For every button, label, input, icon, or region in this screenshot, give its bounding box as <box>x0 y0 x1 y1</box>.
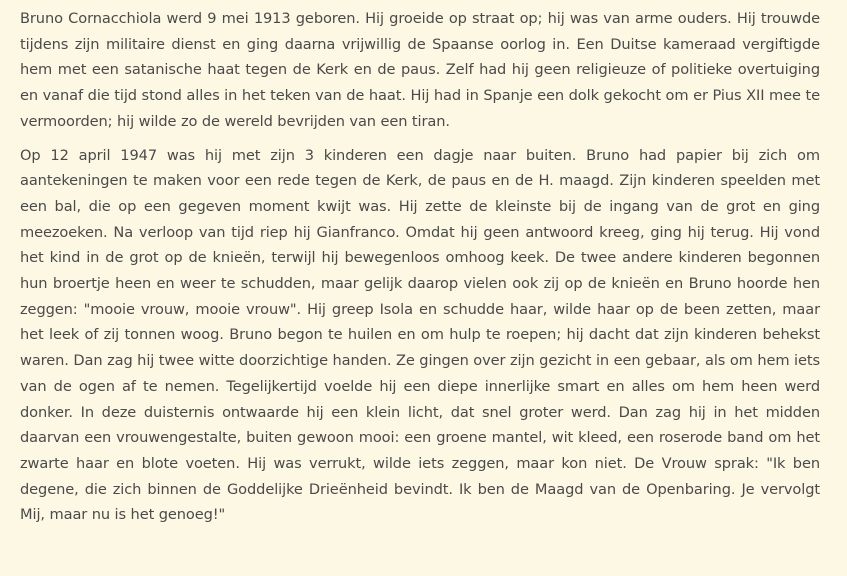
paragraph-biography: Bruno Cornacchiola werd 9 mei 1913 geboren. Hij groeide op straat op; hij was van arme ouders. Hij trouwde tijdens zijn militaire dienst en ging daarna vrijwillig de Spaanse oorlog in. Een Duitse kameraad vergiftigde hem met een satanische haat tegen de Kerk en de paus. Zelf had hij geen religieuze of politieke overtuiging en vanaf die tijd stond alles in het teken van de haat. Hij had in Spanje een dolk gekocht om er Pius XII mee te vermoorden; hij wilde zo de wereld bevrijden van een tiran. <box>20 10 820 130</box>
paragraph-apparition: Op 12 april 1947 was hij met zijn 3 kinderen een dagje naar buiten. Bruno had papier bij zich om aantekeningen te maken voor een rede tegen de Kerk, de paus en de H. maagd. Zijn kinderen speelden met een bal, die op een gegeven moment kwijt was. Hij zette de kleinste bij de ingang van de grot en ging meezoeken. Na verloop van tijd riep hij Gianfranco. Omdat hij geen antwoord kreeg, ging hij terug. Hij vond het kind in de grot op de knieën, terwijl hij bewegenloos omhoog keek. De twee andere kinderen begonnen hun broertje heen en weer te schudden, maar gelijk daarop vielen ook zij op de knieën en Bruno hoorde hen zeggen: "mooie vrouw, mooie vrouw". Hij greep Isola en schudde haar, wilde haar op de been zetten, maar het leek of zij tonnen woog. Bruno begon te huilen en om hulp te roepen; hij dacht dat zijn kinderen behekst waren. Dan zag hij twee witte doorzichtige handen. Ze gingen over zijn gezicht in een gebaar, als om hem iets van de ogen af te nemen. Tegelijkertijd voelde hij een diepe innerlijke smart en alles om hem heen werd donker. In deze duisternis ontwaarde hij een klein licht, dat snel groter werd. Dan zag hij in het midden daarvan een vrouwengestalte, buiten gewoon mooi: een groene mantel, wit kleed, een roserode band om het zwarte haar en blote voeten. Hij was verrukt, wilde iets zeggen, maar kon niet. De Vrouw sprak: "Ik ben degene, die zich binnen de Goddelijke Drieënheid bevindt. Ik ben de Maagd van de Openbaring. Je vervolgt Mij, maar nu is het genoeg!" <box>20 146 820 524</box>
